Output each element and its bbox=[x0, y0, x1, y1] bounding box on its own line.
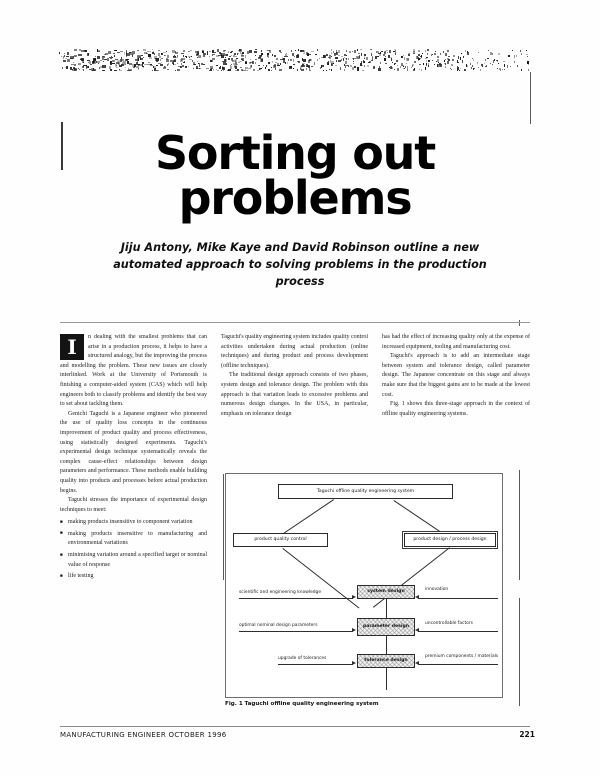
figure-top-box: Taguchi offline quality engineering system bbox=[278, 484, 453, 499]
figure-row3-left-label: upgrade of tolerances bbox=[278, 656, 327, 661]
figure-row3-right-rule bbox=[418, 664, 498, 665]
figure-row1-right-arrow bbox=[415, 595, 419, 599]
figure-caption bbox=[225, 701, 505, 707]
figure-row2-right-label: uncontrollable factors bbox=[425, 621, 473, 626]
connector-row3-output bbox=[386, 668, 387, 690]
list-item: ■ life testing bbox=[60, 572, 207, 582]
figure-row1-left-arrow bbox=[352, 595, 356, 599]
list-item: ■ minimising variation around a specified target or nominal value of response bbox=[60, 551, 207, 570]
column1-paragraph-1 bbox=[60, 333, 207, 410]
crop-mark-right-upper bbox=[519, 320, 520, 326]
connector-row1-row2 bbox=[386, 599, 387, 619]
figure-caption-label: Fig. 1 bbox=[225, 701, 243, 707]
figure-row1-left-rule bbox=[239, 598, 353, 599]
figure-row1-center-box: system design bbox=[357, 585, 415, 599]
footer-page-number: 221 bbox=[519, 730, 535, 739]
headline-line-1: Sorting out bbox=[154, 125, 435, 180]
figure-row3-left-rule bbox=[278, 664, 353, 665]
column2-paragraph-1: Taguchi's quality engineering system includes quality control activities undertaken during actual production (online techniques) and during product and process development (offline techniques). bbox=[221, 334, 368, 369]
figure-row2-left-rule bbox=[239, 631, 353, 632]
page-title bbox=[60, 125, 530, 225]
figure-row3-left-arrow bbox=[352, 661, 356, 665]
connector-left-to-system bbox=[282, 548, 359, 609]
column1-paragraph-1-text: n dealing with the smallest problems that can arise in a production process, it helps to have a structured analogy, but the improving the process and modelling the problem. These new issues are closely interlinked. Work at the University of Portsmouth is finishing a computer-aided system (CAS) which will help engineers both to classify problems and identify the best way to set about tackling them. bbox=[60, 334, 207, 408]
figure-row1-right-rule bbox=[418, 598, 498, 599]
figure-row2-center-box: parameter design bbox=[357, 618, 415, 636]
column3-paragraph-1: has had the effect of increasing quality only at the expense of increased equipment, tooling and manufacturing cost. bbox=[382, 334, 530, 350]
figure-row3-right-label: premium components / materials bbox=[425, 654, 499, 659]
column2-paragraph-2: The traditional design approach consists of two phases, system design and tolerance design. The problem with this approach is that variation leads to excessive problems and numerous design changes. In the USA, in particular, emphasis on tolerance design bbox=[221, 372, 368, 417]
scan-noise-band bbox=[58, 49, 530, 71]
figure-row3-center-box: tolerance design bbox=[357, 654, 415, 668]
column3-paragraph-3: Fig. 1 shows this three-stage approach in the context of offline quality engineering systems. bbox=[382, 401, 530, 417]
figure-caption-text: Taguchi offline quality engineering system bbox=[244, 701, 379, 707]
drop-cap: I bbox=[60, 334, 84, 360]
figure-row3-right-arrow bbox=[415, 661, 419, 665]
footer-rule bbox=[60, 726, 530, 727]
body-column-1 bbox=[60, 333, 207, 723]
footer-publication: MANUFACTURING ENGINEER OCTOBER 1996 bbox=[60, 731, 227, 739]
figure-mid-right-box: product design / process design bbox=[404, 533, 496, 547]
byline: Jiju Antony, Mike Kaye and David Robinson outline a new automated approach to solving problems in the production process bbox=[113, 241, 487, 288]
list-item: ■ making products insensitive to manufacturing and environmental variations bbox=[60, 530, 207, 549]
column-divider-rule bbox=[60, 322, 530, 323]
headline-line-2: problems bbox=[178, 170, 412, 225]
column3-paragraph-2: Taguchi's approach is to add an intermediate stage between system and tolerance design, called parameter design. The Japanese concentrate on this stage and always make sure that the biggest gains are to be made at the lowest cost. bbox=[382, 353, 530, 398]
list-item: ■ making products insensitive to component variation bbox=[60, 518, 207, 528]
figure-row2-left-arrow bbox=[352, 628, 356, 632]
figure-row1-right-label: innovation bbox=[425, 587, 449, 592]
figure-taguchi-system bbox=[225, 473, 503, 698]
benefits-list bbox=[60, 518, 207, 582]
figure-row2-right-arrow bbox=[415, 628, 419, 632]
figure-row2-right-rule bbox=[418, 631, 498, 632]
column1-paragraph-2: Genichi Taguchi is a Japanese engineer who pioneered the use of quality loss concepts in the continuous improvement of product quality and process effectiveness, using statistically designed experiments. Taguchi's experimental design technique systematically reveals the complex cause-effect relationships between design parameters and performance. These methods enable building quality into products and processes before actual production begins. bbox=[60, 410, 207, 494]
connector-row2-row3 bbox=[386, 636, 387, 655]
column1-paragraph-3: Taguchi stresses the importance of experimental design techniques to meet: bbox=[60, 497, 207, 513]
figure-row1-left-label: scientific and engineering knowledge bbox=[239, 590, 322, 595]
figure-mid-left-box: product quality control bbox=[233, 533, 328, 547]
figure-row2-left-label: optimal nominal design parameters bbox=[239, 623, 318, 628]
crop-mark-top-right bbox=[530, 72, 531, 124]
